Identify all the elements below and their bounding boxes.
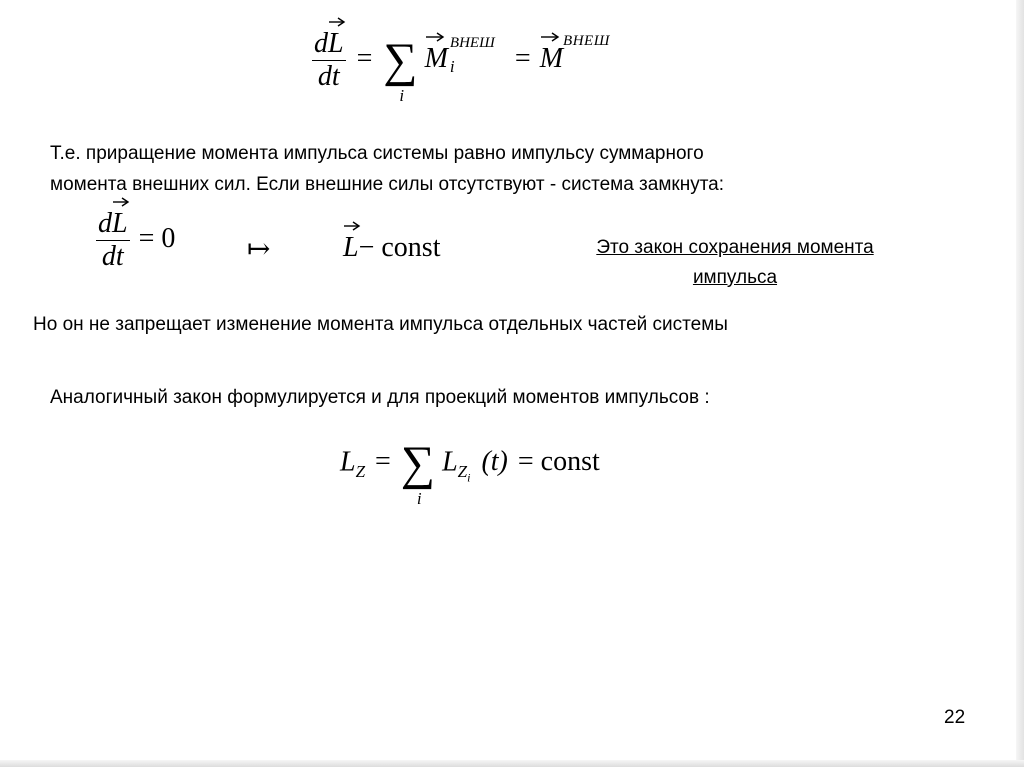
vector-arrow-icon [112,194,130,206]
formula-projection: $L_Z$ = ∑ i $L_{Z_i}$ (t) = const [340,437,600,508]
page-number: 22 [944,707,966,728]
sum-symbol: ∑ i [383,33,418,105]
text-projection-law: Аналогичный закон формулируется и для проекций моментов импульсов : [50,387,710,408]
text-increment-explanation-line2: момента внешних сил. Если внешние силы отсутствуют - система замкнута: [50,174,725,195]
formula-2-fraction: d L dt [96,208,130,273]
sum-symbol: ∑ i [400,437,436,508]
text-increment-explanation-line1: Т.е. приращение момента импульса системы равно импульсу суммарного [50,143,704,164]
vector-M-i: M [425,43,448,75]
vector-arrow-icon [425,29,445,41]
vector-arrow-icon [328,14,346,26]
formula-torque-sum: d L dt = ∑ i M i ВНЕШ = $M^{ВНЕШ}$ [312,28,610,93]
vector-M: M [540,43,563,75]
vector-L: L [328,28,344,60]
formula-1-fraction: d L dt [312,28,346,93]
vector-arrow-icon [540,29,560,41]
vector-L: L [343,232,359,264]
maps-to-arrow: ↦ [247,234,271,265]
text-partial-change: Но он не запрещает изменение момента импульса отдельных частей системы [33,314,728,335]
conservation-law-note: Это закон сохранения момента импульса [596,237,874,288]
formula-conservation: d L dt = 0 [96,208,175,273]
vector-L: L [112,208,128,240]
vector-arrow-icon [343,218,361,230]
slide-frame-bottom [0,760,1024,767]
formula-L-const: L− const [343,232,440,264]
slide-frame-right [1016,0,1024,767]
